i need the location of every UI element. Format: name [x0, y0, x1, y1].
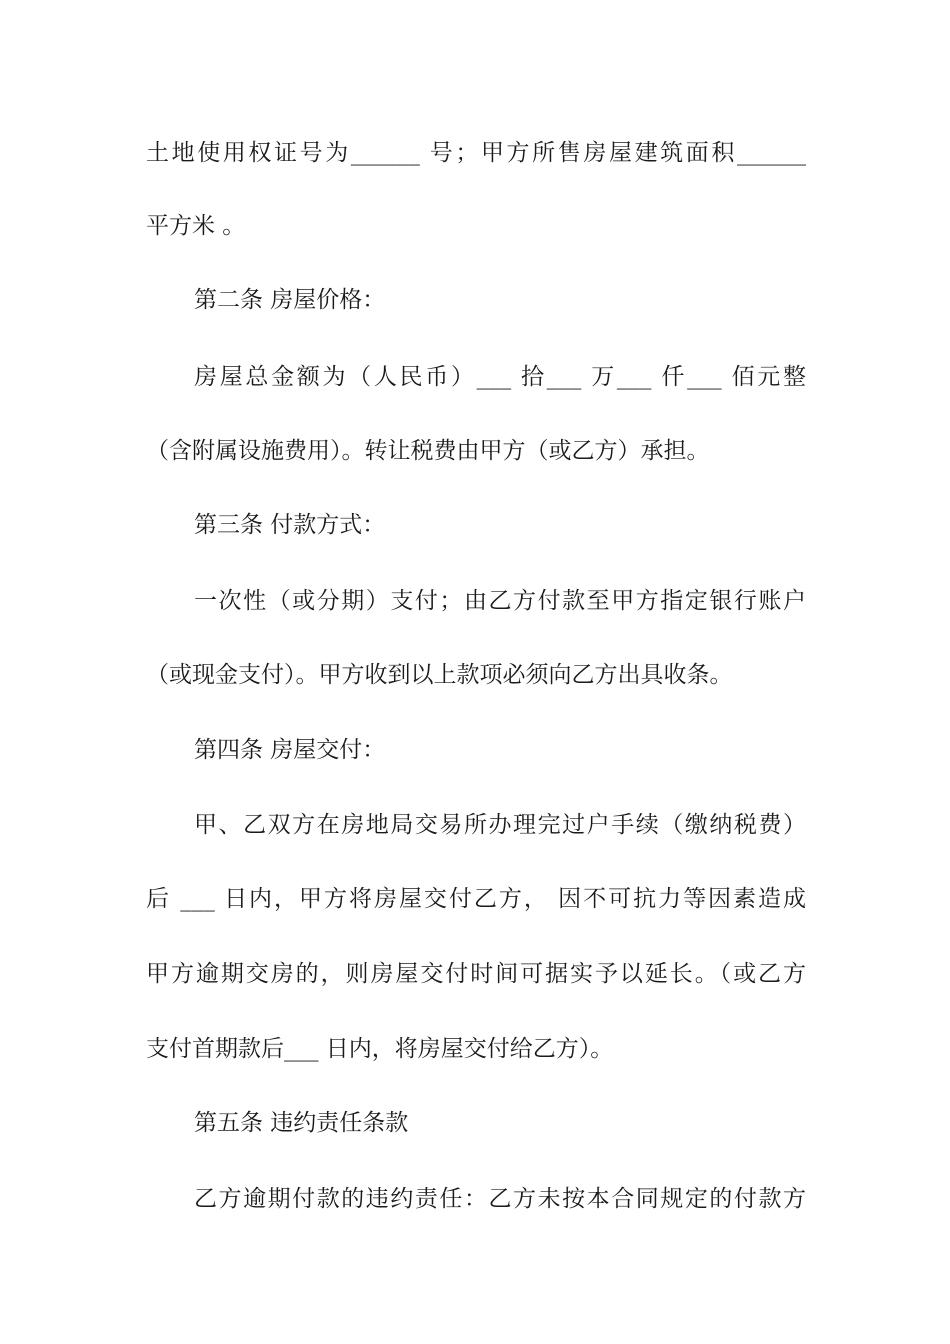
paragraph-line: 乙方逾期付款的违约责任：乙方未按本合同规定的付款方 [194, 1186, 806, 1212]
paragraph-line: 平方米 。 [146, 213, 246, 239]
section-heading: 第四条 房屋交付： [194, 737, 386, 763]
paragraph-line: 房屋总金额为（人民币）___ 拾___ 万___ 仟___ 佰元整 [194, 364, 806, 390]
paragraph-line: 一次性（或分期）支付；由乙方付款至甲方指定银行账户 [194, 588, 806, 614]
paragraph-line: （或现金支付）。甲方收到以上款项必须向乙方出具收条。 [146, 662, 733, 688]
paragraph-line: 甲方逾期交房的，则房屋交付时间可据实予以延长。（或乙方 [146, 961, 806, 987]
section-heading: 第三条 付款方式： [194, 512, 386, 538]
section-heading: 第二条 房屋价格： [194, 287, 386, 313]
paragraph-line: 后 ___ 日内，甲方将房屋交付乙方， 因不可抗力等因素造成 [146, 886, 806, 912]
paragraph-line: 土地使用权证号为______ 号；甲方所售房屋建筑面积______ [146, 140, 806, 166]
paragraph-line: （含附属设施费用）。转让税费由甲方（或乙方）承担。 [146, 438, 710, 464]
paragraph-line: 支付首期款后___ 日内，将房屋交付给乙方）。 [146, 1036, 614, 1062]
paragraph-line: 甲、乙双方在房地局交易所办理完过户手续（缴纳税费） [194, 812, 806, 838]
section-heading: 第五条 违约责任条款 [194, 1110, 409, 1136]
